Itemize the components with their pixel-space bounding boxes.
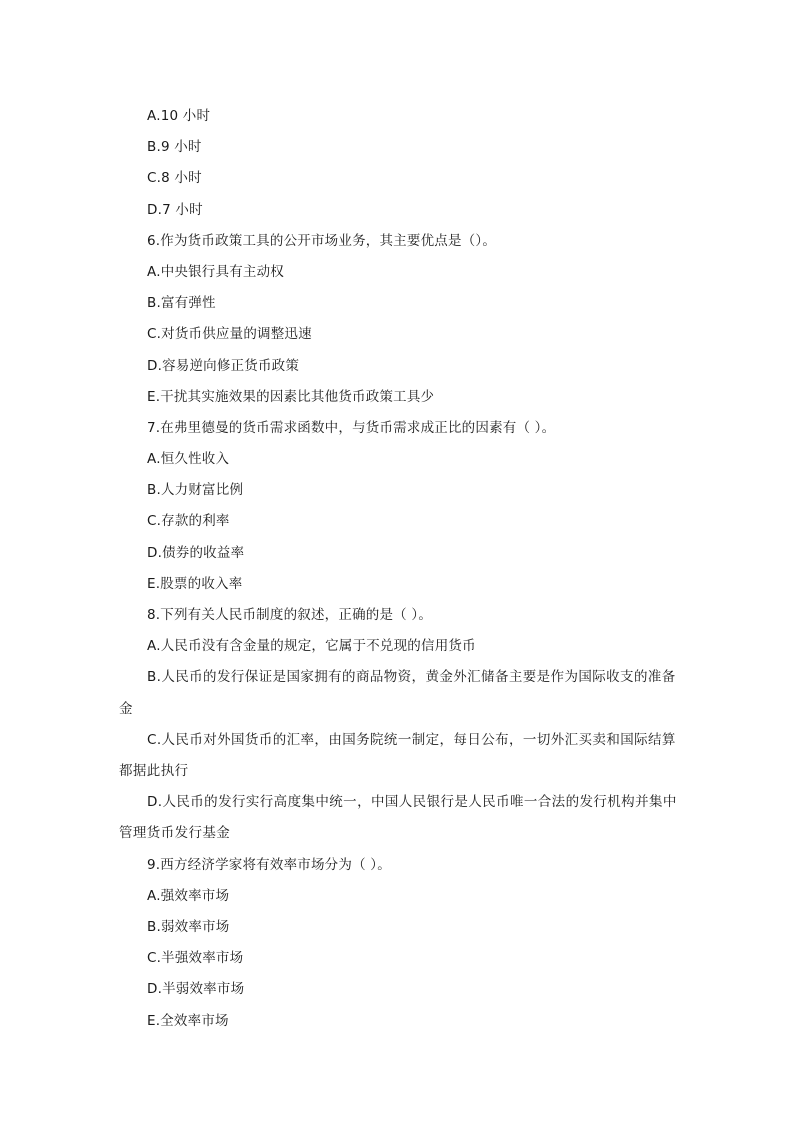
option-d-q6: D.容易逆向修正货币政策 (147, 357, 300, 374)
option-d-q8: D.人民币的发行实行高度集中统一，中国人民银行是人民币唯一合法的发行机构并集中管理货币发行基金 (119, 794, 677, 842)
option-b-q8: B.人民币的发行保证是国家拥有的商品物资，黄金外汇储备主要是作为国际收支的准备金 (119, 669, 676, 717)
question-6: 6.作为货币政策工具的公开市场业务，其主要优点是（）。 (147, 232, 497, 249)
option-c-q6: C.对货币供应量的调整迅速 (147, 326, 312, 343)
question-8: 8.下列有关人民币制度的叙述，正确的是（ ）。 (147, 607, 433, 623)
option-c-q5: C.8 小时 (147, 170, 202, 187)
option-b-q5: B.9 小时 (147, 139, 202, 156)
option-e-q9: E.全效率市场 (147, 1012, 229, 1029)
question-9: 9.西方经济学家将有效率市场分为（ ）。 (147, 856, 391, 873)
option-c-q8: C.人民币对外国货币的汇率，由国务院统一制定，每日公布，一切外汇买卖和国际结算都据此执行 (119, 731, 676, 779)
option-b-q6: B.富有弹性 (147, 295, 216, 312)
option-d-q9: D.半弱效率市场 (147, 981, 245, 998)
option-e-q6: E.干扰其实施效果的因素比其他货币政策工具少 (147, 388, 435, 405)
option-e-q7: E.股票的收入率 (147, 575, 243, 592)
option-c-q9: C.半强效率市场 (147, 950, 244, 967)
option-d-q7: D.债券的收益率 (147, 544, 245, 561)
option-a-q8: A.人民币没有含金量的规定，它属于不兑现的信用货币 (147, 638, 476, 655)
option-b-q9: B.弱效率市场 (147, 918, 230, 935)
option-d-q5: D.7 小时 (147, 201, 203, 218)
option-a-q5: A.10 小时 (147, 108, 211, 124)
option-a-q6: A.中央银行具有主动权 (147, 263, 284, 280)
option-c-q7: C.存款的利率 (147, 513, 230, 530)
option-a-q9: A.强效率市场 (147, 887, 230, 904)
document-body (119, 101, 679, 1037)
option-a-q7: A.恒久性收入 (147, 451, 230, 468)
option-b-q7: B.人力财富比例 (147, 482, 244, 499)
question-7: 7.在弗里德曼的货币需求函数中，与货币需求成正比的因素有（ ）。 (147, 419, 556, 436)
